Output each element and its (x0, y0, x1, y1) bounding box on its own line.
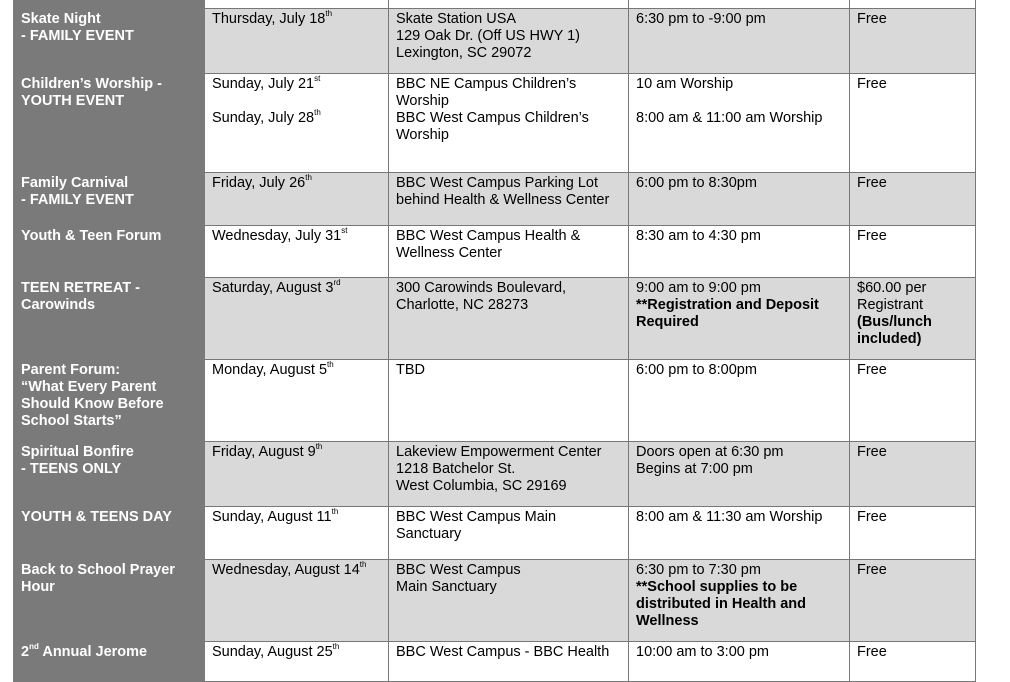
table-row (14, 442, 976, 507)
time-cell: 10:00 am to 3:00 pm (629, 642, 850, 682)
date-cell: Sunday, August 25th (205, 642, 389, 682)
location-cell: BBC West Campus - BBC Health (389, 642, 629, 682)
event-name-cell: Children’s Worship - YOUTH EVENT (14, 74, 205, 173)
time-cell: 6:30 pm to 7:30 pm **School supplies to be distributed in Health and Wellness (629, 560, 850, 642)
date-cell: Wednesday, August 14th (205, 560, 389, 642)
cost-cell: Free (850, 642, 976, 682)
event-name-cell: Parent Forum: “What Every Parent Should Know Before School Starts” (14, 360, 205, 442)
event-name-cell: Back to School Prayer Hour (14, 560, 205, 642)
table-row (14, 173, 976, 226)
event-name-cell: YOUTH & TEENS DAY (14, 507, 205, 560)
date-cell: Sunday, August 11th (205, 507, 389, 560)
location-cell: 300 Carowinds Boulevard, Charlotte, NC 28273 (389, 278, 629, 360)
cost-cell: Free (850, 226, 976, 278)
location-cell: BBC West Campus Main Sanctuary (389, 507, 629, 560)
location-cell: BBC NE Campus Children’s Worship BBC West Campus Children’s Worship (389, 74, 629, 173)
cost-cell: Free (850, 173, 976, 226)
table-row (14, 226, 976, 278)
event-name-cell: TEEN RETREAT - Carowinds (14, 278, 205, 360)
time-cell: 8:00 am & 11:30 am Worship (629, 507, 850, 560)
date-cell: Wednesday, July 31st (205, 226, 389, 278)
date-cell: Thursday, July 18th (205, 9, 389, 74)
cost-cell: Free (850, 360, 976, 442)
event-name-cell: Spiritual Bonfire - TEENS ONLY (14, 442, 205, 507)
cost-cell: Free (850, 9, 976, 74)
table-row (14, 74, 976, 173)
time-cell: 6:00 pm to 8:00pm (629, 360, 850, 442)
time-cell: 10 am Worship 8:00 am & 11:00 am Worship (629, 74, 850, 173)
time-cell: 6:00 pm to 8:30pm (629, 173, 850, 226)
date-cell: Monday, August 5th (205, 360, 389, 442)
cost-cell: Free (850, 560, 976, 642)
location-cell: BBC West Campus Main Sanctuary (389, 560, 629, 642)
event-name-cell: 2nd Annual Jerome (14, 642, 205, 682)
event-name-cell: Youth & Teen Forum (14, 226, 205, 278)
location-cell: Lakeview Empowerment Center 1218 Batchelor St. West Columbia, SC 29169 (389, 442, 629, 507)
location-cell: Skate Station USA 129 Oak Dr. (Off US HWY 1) Lexington, SC 29072 (389, 9, 629, 74)
time-cell: Doors open at 6:30 pm Begins at 7:00 pm (629, 442, 850, 507)
date-cell: Sunday, July 21st Sunday, July 28th (205, 74, 389, 173)
events-table (13, 0, 976, 682)
table-row (14, 507, 976, 560)
table-row-partial-top (14, 0, 976, 9)
time-cell: 8:30 am to 4:30 pm (629, 226, 850, 278)
time-cell: 9:00 am to 9:00 pm **Registration and Deposit Required (629, 278, 850, 360)
event-name-cell: Skate Night - FAMILY EVENT (14, 9, 205, 74)
cost-cell: Free (850, 74, 976, 173)
cost-cell: Free (850, 507, 976, 560)
table-row (14, 642, 976, 682)
date-cell: Friday, August 9th (205, 442, 389, 507)
date-cell: Friday, July 26th (205, 173, 389, 226)
cost-cell: Free (850, 442, 976, 507)
cost-cell: $60.00 per Registrant (Bus/lunch included) (850, 278, 976, 360)
table-row (14, 360, 976, 442)
location-cell: BBC West Campus Health & Wellness Center (389, 226, 629, 278)
time-cell: 6:30 pm to -9:00 pm (629, 9, 850, 74)
table-row (14, 9, 976, 74)
date-cell: Saturday, August 3rd (205, 278, 389, 360)
table-row (14, 560, 976, 642)
location-cell: TBD (389, 360, 629, 442)
event-name-cell: Family Carnival - FAMILY EVENT (14, 173, 205, 226)
table-row (14, 278, 976, 360)
location-cell: BBC West Campus Parking Lot behind Health & Wellness Center (389, 173, 629, 226)
